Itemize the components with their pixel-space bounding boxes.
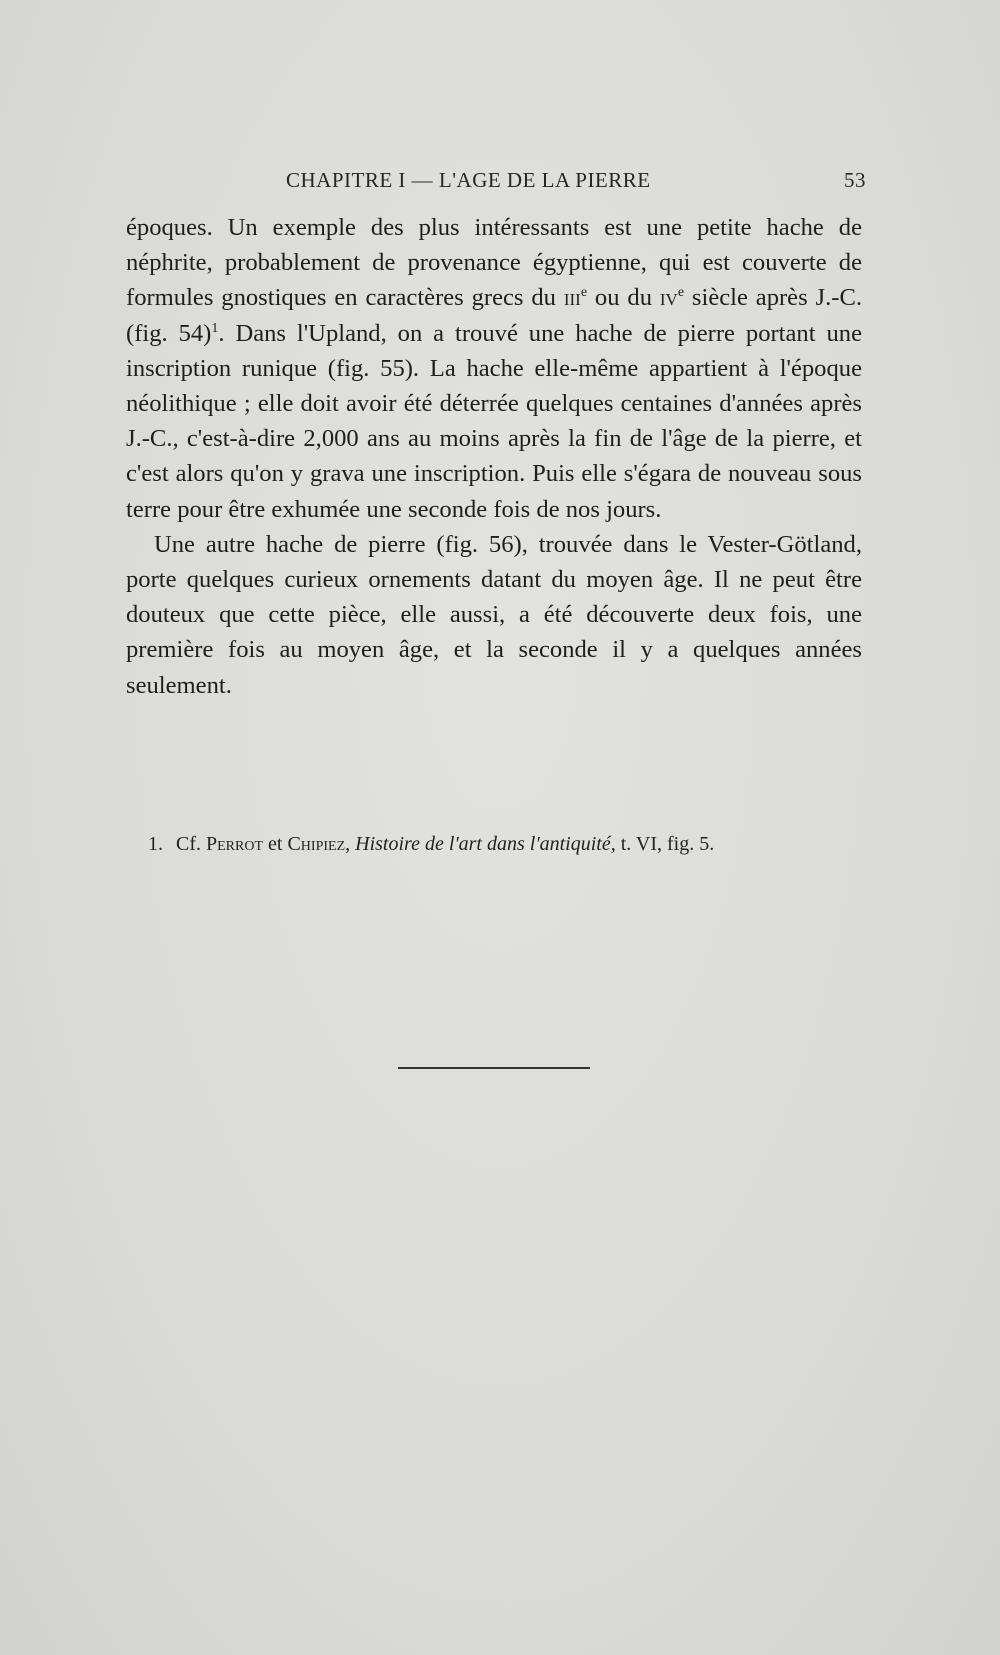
paragraph-1-text-d: . Dans l'Upland, on a trouvé une hache de pierre portant une inscription runique (fig. 55). La hache elle-même appartient à l'époque néolithique ; elle doit avoir été déterrée quelques centaines d'années après J.-C., c'est-à-dire 2,000 ans au moins après la fin de l'âge de la pierre, et c'est alors qu'on y grava une inscription. Puis elle s'égara de nouveau sous terre pour être exhumée une seconde fois de nos jours. (126, 319, 862, 523)
footnote-work-title: Histoire de l'art dans l'antiquité, (355, 833, 616, 855)
paragraph-1-text-c: siècle après J.-C. (fig. 54) (126, 284, 863, 347)
paragraph-1 (126, 210, 862, 527)
footnote-author-2: Chipiez, (287, 833, 351, 855)
paragraph-1-text-a: époques. Un exemple des plus intéressants est une petite hache de néphrite, probablement de provenance égyptienne, qui est couverte de formules gnostiques en caractères grecs du (126, 214, 862, 312)
running-header (126, 168, 866, 198)
footnote-author-1: Perrot (206, 833, 264, 855)
chapter-title: CHAPITRE I — L'AGE DE LA PIERRE (286, 168, 651, 192)
body-text (126, 210, 862, 703)
paragraph-2: Une autre hache de pierre (fig. 56), trouvée dans le Vester-Götland, porte quelques curieux ornements datant du moyen âge. Il ne peut être douteux que cette pièce, elle aussi, a été découverte deux fois, une première fois au moyen âge, et la seconde il y a quelques années seulement. (126, 530, 862, 699)
footnote-ref: 1 (211, 320, 219, 336)
superscript-e: e (580, 285, 588, 301)
paragraph-1-text-b: ou du (587, 284, 660, 312)
footnote-conjunction: et (268, 833, 283, 855)
roman-numeral-3: iii (563, 284, 581, 312)
footnote-reference: t. VI, fig. 5. (620, 833, 715, 855)
footnote-number: 1. (148, 833, 163, 855)
end-rule-divider (398, 1067, 590, 1069)
footnote-prefix: Cf. (176, 833, 201, 855)
superscript-e: e (677, 285, 685, 301)
page-number: 53 (844, 168, 866, 192)
roman-numeral-4: iv (659, 284, 678, 312)
footnote (126, 830, 862, 858)
